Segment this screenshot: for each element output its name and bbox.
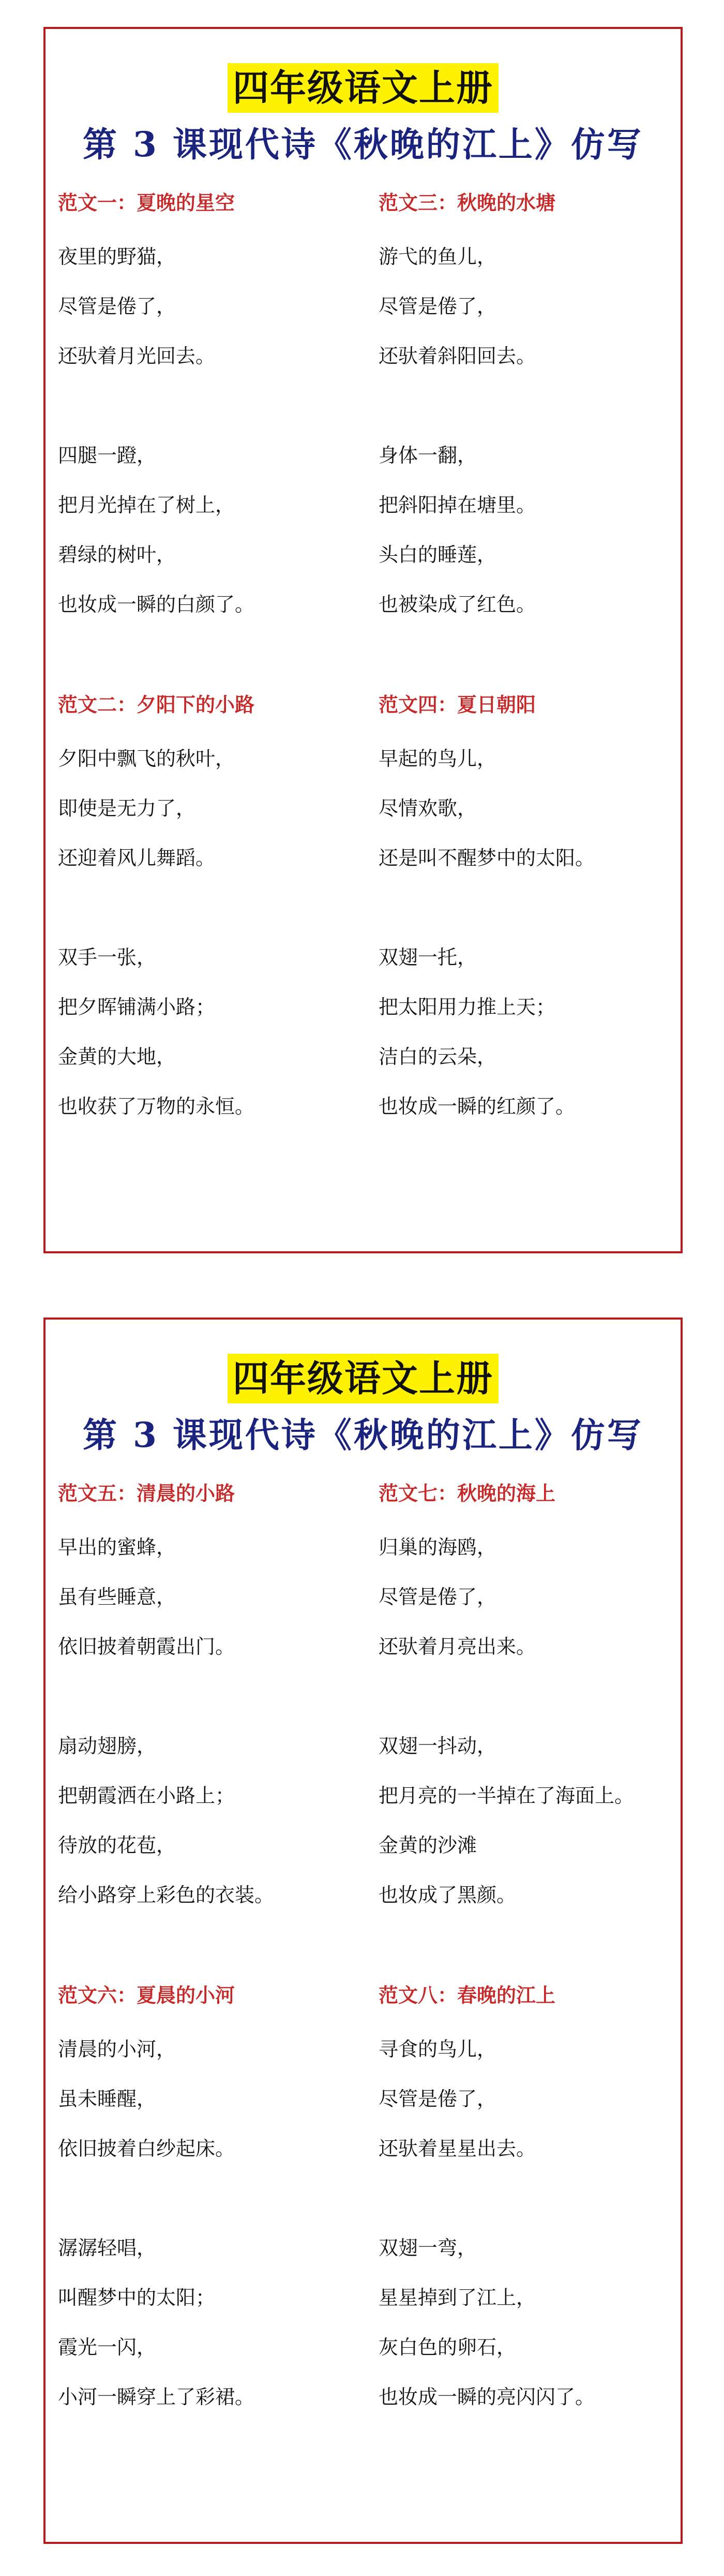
poem-line: 也妆成了黑颜。 [379, 1884, 517, 1906]
poem-line: 双翅一托， [379, 946, 477, 969]
poem-8 [379, 1980, 689, 2482]
stanza [379, 2223, 689, 2422]
poem-line: 也妆成一瞬的红颜了。 [379, 1095, 576, 1118]
poem-line: 虽有些睡意， [58, 1586, 176, 1608]
poem-1 [58, 187, 368, 689]
poem-line: 双翅一抖动， [379, 1735, 497, 1757]
stanza [379, 2024, 689, 2173]
poem-line: 也妆成一瞬的亮闪闪了。 [379, 2386, 595, 2408]
poem-line: 清晨的小河， [58, 2038, 176, 2061]
poem-line: 扇动翅膀， [58, 1735, 157, 1757]
poem-heading: 范文六：夏晨的小河 [58, 1984, 235, 2007]
poem-line: 归巢的海鸥， [379, 1536, 497, 1559]
poem-heading: 范文七：秋晚的海上 [379, 1482, 556, 1505]
poem-line: 把太阳用力推上天； [379, 996, 556, 1018]
poem-3 [379, 187, 689, 689]
poem-line: 还迎着风儿舞蹈。 [58, 847, 216, 869]
poem-line: 头白的睡莲， [379, 543, 497, 566]
card-title-wrap [46, 1354, 681, 1403]
poem-line: 依旧披着白纱起床。 [58, 2137, 235, 2160]
stanza [58, 2223, 368, 2422]
stanza [58, 1721, 368, 1920]
poem-heading: 范文四：夏日朝阳 [379, 693, 536, 716]
card-title: 四年级语文上册 [228, 63, 499, 113]
stanza [379, 232, 689, 381]
card-subtitle: 第 3 课现代诗《秋晚的江上》仿写 [83, 1415, 643, 1455]
poem-heading: 范文五：清晨的小路 [58, 1482, 235, 1505]
poem-heading: 范文八：春晚的江上 [379, 1984, 556, 2007]
poem-line: 双手一张， [58, 946, 157, 969]
stanza [379, 1721, 689, 1920]
stanza [379, 932, 689, 1131]
poem-line: 潺潺轻唱， [58, 2237, 157, 2259]
poem-line: 把朝霞洒在小路上； [58, 1784, 235, 1807]
poem-5 [58, 1478, 368, 1980]
poem-line: 星星掉到了江上， [379, 2286, 536, 2309]
poem-line: 尽管是倦了， [58, 295, 176, 318]
poem-line: 把斜阳掉在塘里。 [379, 494, 536, 516]
poem-line: 把月亮的一半掉在了海面上。 [379, 1784, 635, 1807]
poem-line: 还驮着星星出去。 [379, 2137, 536, 2160]
poem-line: 把月光掉在了树上， [58, 494, 235, 516]
poem-line: 即使是无力了， [58, 797, 196, 820]
poem-heading: 范文二：夕阳下的小路 [58, 693, 255, 716]
poem-line: 依旧披着朝霞出门。 [58, 1635, 235, 1658]
stanza [58, 1522, 368, 1671]
poem-line: 待放的花苞， [58, 1834, 176, 1857]
card-title-wrap [46, 63, 681, 113]
poem-line: 游弋的鱼儿， [379, 245, 497, 268]
poem-line: 把夕晖铺满小路； [58, 996, 216, 1018]
poem-line: 洁白的云朵， [379, 1045, 497, 1068]
poem-line: 也收获了万物的永恒。 [58, 1095, 255, 1118]
left-column [58, 1478, 368, 2482]
left-column [58, 187, 368, 1191]
stanza [58, 734, 368, 883]
poem-line: 早起的鸟儿， [379, 747, 497, 770]
poem-line: 也妆成一瞬的白颜了。 [58, 593, 255, 616]
poem-line: 还驮着斜阳回去。 [379, 345, 536, 367]
poem-line: 碧绿的树叶， [58, 543, 176, 566]
poem-line: 也被染成了红色。 [379, 593, 536, 616]
stanza [58, 2024, 368, 2173]
poem-line: 叫醒梦中的太阳； [58, 2286, 216, 2309]
poem-line: 还是叫不醒梦中的太阳。 [379, 847, 595, 869]
poem-line: 寻食的鸟儿， [379, 2038, 497, 2061]
stanza [58, 431, 368, 629]
card-title: 四年级语文上册 [228, 1354, 499, 1403]
poem-card-2 [43, 1317, 683, 2544]
card-subtitle: 第 3 课现代诗《秋晚的江上》仿写 [83, 124, 643, 165]
stanza [379, 734, 689, 883]
poem-line: 双翅一弯， [379, 2237, 477, 2259]
poem-line: 灰白色的卵石， [379, 2336, 517, 2359]
poem-line: 夜里的野猫， [58, 245, 176, 268]
poem-line: 夕阳中飘飞的秋叶， [58, 747, 235, 770]
stanza [379, 431, 689, 629]
poem-line: 还驮着月亮出来。 [379, 1635, 536, 1658]
right-column [379, 187, 689, 1191]
poem-4 [379, 689, 689, 1191]
stanza [58, 932, 368, 1131]
poem-line: 金黄的沙滩 [379, 1834, 477, 1857]
right-column [379, 1478, 689, 2482]
poem-2 [58, 689, 368, 1191]
poem-line: 金黄的大地， [58, 1045, 176, 1068]
poem-line: 霞光一闪， [58, 2336, 157, 2359]
poem-line: 尽管是倦了， [379, 295, 497, 318]
stanza [58, 232, 368, 381]
poem-card-1 [43, 27, 683, 1253]
poem-7 [379, 1478, 689, 1980]
poem-line: 尽情欢歌， [379, 797, 477, 820]
poem-heading: 范文三：秋晚的水塘 [379, 191, 556, 214]
poem-line: 身体一翻， [379, 444, 477, 467]
poem-heading: 范文一：夏晚的星空 [58, 191, 235, 214]
poem-line: 虽未睡醒， [58, 2088, 157, 2110]
poem-line: 还驮着月光回去。 [58, 345, 216, 367]
poem-6 [58, 1980, 368, 2482]
poem-line: 小河一瞬穿上了彩裙。 [58, 2386, 255, 2408]
poem-line: 早出的蜜蜂， [58, 1536, 176, 1559]
poem-line: 尽管是倦了， [379, 1586, 497, 1608]
poem-line: 四腿一蹬， [58, 444, 157, 467]
stanza [379, 1522, 689, 1671]
poem-line: 尽管是倦了， [379, 2088, 497, 2110]
poem-line: 给小路穿上彩色的衣装。 [58, 1884, 275, 1906]
